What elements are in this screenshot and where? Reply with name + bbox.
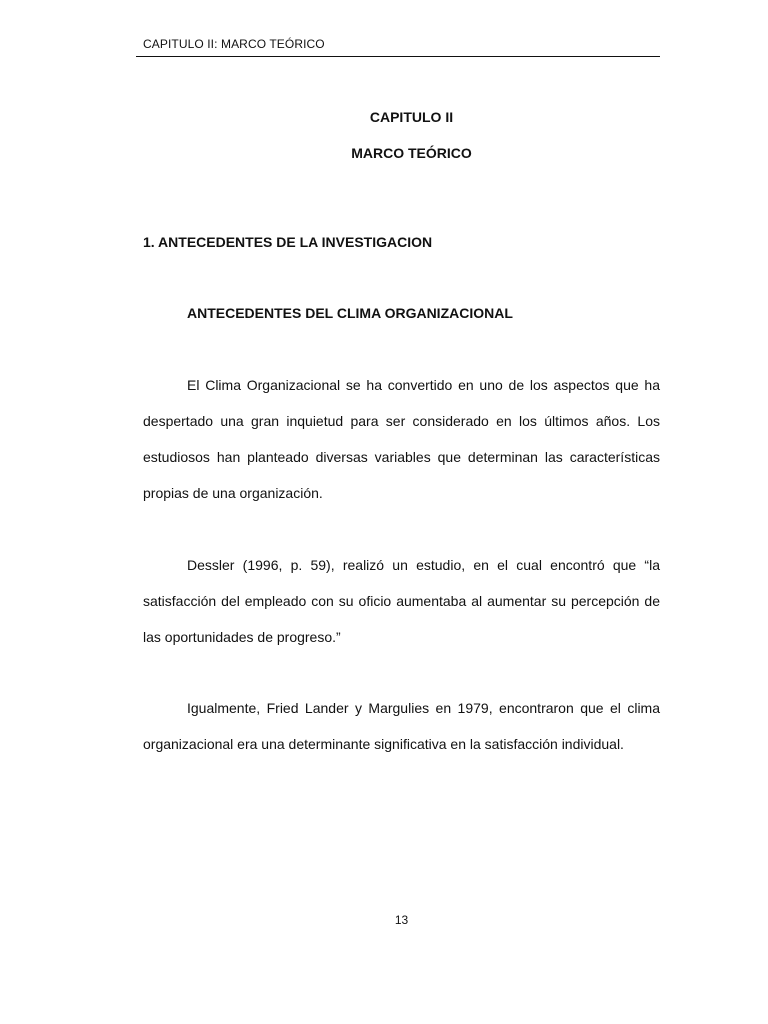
paragraph-friedlander: Igualmente, Fried Lander y Margulies en 1979, encontraron que el clima organizacional era una determinante significativa en la satisfacción individual. (143, 700, 660, 752)
section-heading: 1. ANTECEDENTES DE LA INVESTIGACION (143, 234, 433, 250)
page-number: 13 (394, 913, 409, 927)
paragraph-dessler: Dessler (1996, p. 59), realizó un estudio, en el cual encontró que “la satisfacción del empleado con su oficio aumentaba al aumentar su percepción de las oportunidades de progreso.” (143, 557, 660, 645)
chapter-title: MARCO TEÓRICO (351, 145, 472, 161)
running-header: CAPITULO II: MARCO TEÓRICO (143, 37, 325, 51)
paragraph-clima: El Clima Organizacional se ha convertido en uno de los aspectos que ha despertado una gran inquietud para ser considerado en los últimos años. Los estudiosos han planteado diversas variables que determinan las características propias de una organización. (143, 377, 660, 501)
header-rule (136, 56, 660, 57)
chapter-number: CAPITULO II (369, 109, 454, 125)
section-subheading: ANTECEDENTES DEL CLIMA ORGANIZACIONAL (187, 305, 513, 321)
